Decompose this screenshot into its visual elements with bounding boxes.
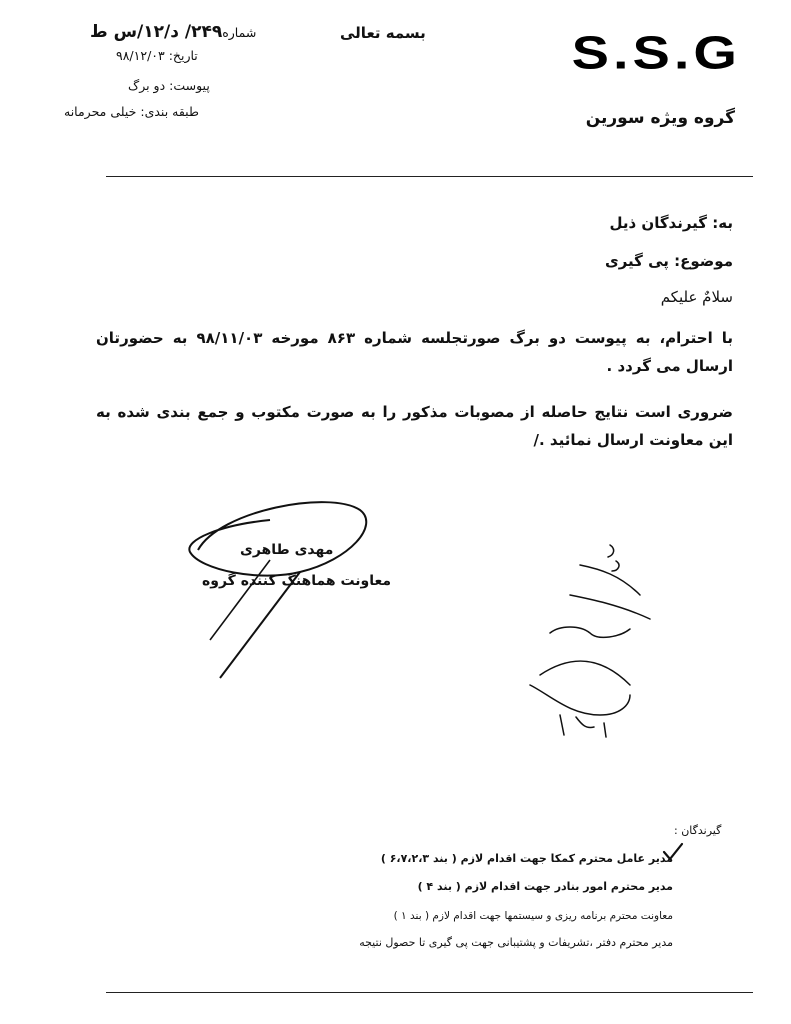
letter-date-label: تاریخ: — [168, 48, 198, 63]
body-paragraph-1: با احترام، به پیوست دو برگ صورتجلسه شماره ۸۶۳ مورخه ۹۸/۱۱/۰۳ به حضورتان ارسال می گردد . — [96, 329, 733, 375]
subject-label: موضوع: — [674, 252, 733, 270]
recipient-item: مدیر محترم امور بنادر جهت اقدام لازم ( بند ۴ ) — [417, 880, 673, 893]
letter-number-label: شماره — [222, 25, 257, 40]
addressee-line — [609, 214, 733, 232]
addressee-label: به: — [712, 214, 733, 232]
letter-date-value: ۹۸/۱۲/۰۳ — [116, 48, 165, 63]
letter-date — [116, 48, 198, 63]
recipient-item: مدیر محترم دفتر ،تشریفات و پشتیبانی جهت پی گیری تا حصول نتیجه — [359, 936, 673, 949]
letter-classification-label: طبقه بندی: — [140, 104, 199, 119]
recipient-item: معاونت محترم برنامه ریزی و سیستمها جهت اقدام لازم ( بند ۱ ) — [393, 910, 673, 922]
letter-classification — [64, 104, 199, 119]
handwritten-signature — [180, 490, 390, 690]
greeting: سلامٌ علیکم — [660, 288, 733, 306]
letter-attachment — [128, 78, 210, 93]
footer-divider — [106, 992, 753, 993]
bismillah-heading: بسمه تعالی — [340, 24, 426, 42]
letter-number — [90, 22, 256, 42]
group-name: گروه ویژه سورین — [585, 108, 735, 128]
subject-line — [605, 252, 733, 270]
addressee-value: گیرندگان ذیل — [609, 214, 708, 232]
recipients-heading: گیرندگان : — [674, 824, 722, 837]
handwritten-annotation — [520, 535, 670, 755]
recipient-item: مدیر عامل محترم کمکا جهت اقدام لازم ( بند ۶،۷،۲،۳ ) — [380, 852, 673, 865]
letter-classification-value: خیلی محرمانه — [64, 104, 137, 119]
letter-attachment-value: دو برگ — [128, 78, 166, 93]
header-divider — [106, 176, 753, 177]
signatory-title: معاونت هماهنگ کننده گروه — [202, 573, 392, 589]
letter-number-value: ۲۴۹/ د/۱۲/س ط — [90, 22, 223, 42]
company-logo: S.S.G — [571, 26, 741, 79]
letter-attachment-label: پیوست: — [169, 78, 210, 93]
signatory-name: مهدی طاهری — [240, 542, 334, 558]
body-paragraph-2: ضروری است نتایج حاصله از مصوبات مذکور را به صورت مکتوب و جمع بندی شده به این معاونت ارسال نمائید ./ — [96, 403, 733, 449]
subject-value: پی گیری — [604, 252, 669, 270]
